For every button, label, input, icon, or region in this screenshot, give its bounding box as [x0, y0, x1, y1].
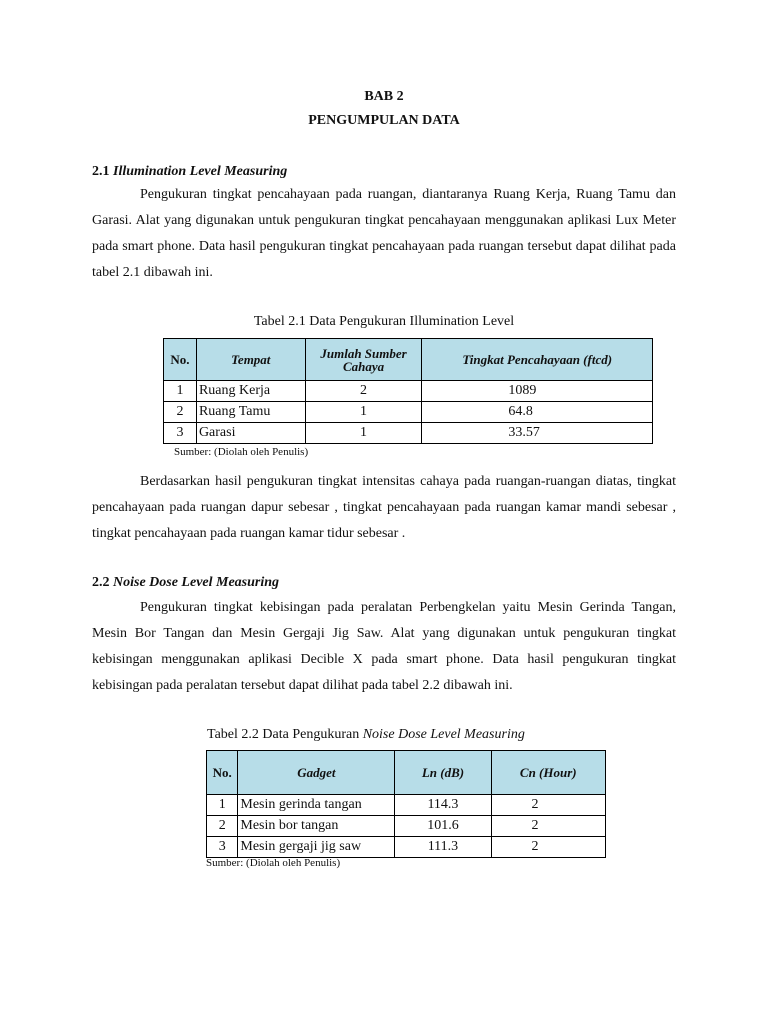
section-title: Illumination Level Measuring — [113, 164, 288, 179]
table-cell: 2 — [305, 381, 422, 402]
table-cell: 64.8 — [422, 402, 653, 423]
paragraph — [92, 595, 676, 699]
table-clip — [206, 750, 577, 858]
table-clip — [163, 338, 613, 448]
table-source: Sumber: (Diolah oleh Penulis) — [206, 857, 341, 869]
table-row — [164, 423, 653, 444]
table-row — [164, 381, 653, 402]
table-cell: Mesin bor tangan — [238, 816, 395, 837]
table-cell: 3 — [164, 423, 197, 444]
table-cell: 2 — [491, 816, 605, 837]
table-caption-prefix: Tabel 2.2 Data Pengukuran — [207, 727, 363, 742]
table-row — [164, 402, 653, 423]
table-header: Gadget — [238, 751, 395, 795]
table-row — [207, 795, 606, 816]
table-cell: 1 — [305, 423, 422, 444]
table-caption-italic: Noise Dose Level Measuring — [362, 727, 525, 742]
paragraph-text: Berdasarkan hasil pengukuran tingkat intensitas cahaya pada ruangan-ruangan diatas, tingkat pencahayaan pada ruangan dapur sebesar , tingkat pencahayaan pada ruangan kamar mandi sebesar , tingkat pencahayaan pada ruangan kamar tidur sebesar . — [92, 474, 676, 541]
table-cell: Garasi — [196, 423, 305, 444]
table-cell: 2 — [207, 816, 238, 837]
section-heading-2-2 — [92, 575, 279, 591]
table-cell: Mesin gergaji jig saw — [238, 837, 395, 858]
table-cell: 111.3 — [395, 837, 491, 858]
paragraph — [92, 469, 676, 547]
paragraph-text: Pengukuran tingkat kebisingan pada peralatan Perbengkelan yaitu Mesin Gerinda Tangan, Mesin Bor Tangan dan Mesin Gergaji Jig Saw. Alat yang digunakan untuk pengukuran tingkat kebisingan menggunakan aplikasi Decible X pada smart phone. Data hasil pengukuran tingkat kebisingan pada peralatan tersebut dapat dilihat pada tabel 2.2 dibawah ini. — [92, 600, 676, 693]
table-caption — [207, 727, 525, 743]
table-header: Jumlah Sumber Cahaya — [305, 339, 422, 381]
table-caption: Tabel 2.1 Data Pengukuran Illumination Level — [253, 314, 515, 329]
table-cell: Ruang Kerja — [196, 381, 305, 402]
table-cell: 114.3 — [395, 795, 491, 816]
illumination-table — [163, 338, 653, 444]
table-cell: 1 — [305, 402, 422, 423]
table-cell: Mesin gerinda tangan — [238, 795, 395, 816]
table-cell: Ruang Tamu — [196, 402, 305, 423]
chapter-label: BAB 2 — [364, 89, 404, 104]
chapter-title: PENGUMPULAN DATA — [308, 113, 460, 128]
table-cell: 1 — [164, 381, 197, 402]
table-header: Ln (dB) — [395, 751, 491, 795]
section-number: 2.2 — [92, 575, 110, 590]
table-cell: 2 — [491, 795, 605, 816]
paragraph — [92, 182, 676, 286]
section-title: Noise Dose Level Measuring — [113, 575, 280, 590]
table-row — [207, 837, 606, 858]
table-cell: 1089 — [422, 381, 653, 402]
table-cell: 2 — [164, 402, 197, 423]
section-number: 2.1 — [92, 164, 110, 179]
table-header: No. — [207, 751, 238, 795]
table-cell: 33.57 — [422, 423, 653, 444]
table-header: No. — [164, 339, 197, 381]
section-heading-2-1 — [92, 164, 287, 180]
table-cell: 1 — [207, 795, 238, 816]
table-cell: 101.6 — [395, 816, 491, 837]
table-cell: 3 — [207, 837, 238, 858]
table-source: Sumber: (Diolah oleh Penulis) — [174, 446, 309, 458]
table-header: Tingkat Pencahayaan (ftcd) — [422, 339, 653, 381]
noise-table — [206, 750, 606, 858]
table-header: Tempat — [196, 339, 305, 381]
table-row — [207, 816, 606, 837]
table-cell: 2 — [491, 837, 605, 858]
table-header: Cn (Hour) — [491, 751, 605, 795]
paragraph-text: Pengukuran tingkat pencahayaan pada ruangan, diantaranya Ruang Kerja, Ruang Tamu dan Garasi. Alat yang digunakan untuk pengukuran tingkat pencahayaan menggunakan aplikasi Lux Meter pada smart phone. Data hasil pengukuran tingkat pencahayaan pada ruangan tersebut dapat dilihat pada tabel 2.1 dibawah ini. — [92, 187, 676, 280]
